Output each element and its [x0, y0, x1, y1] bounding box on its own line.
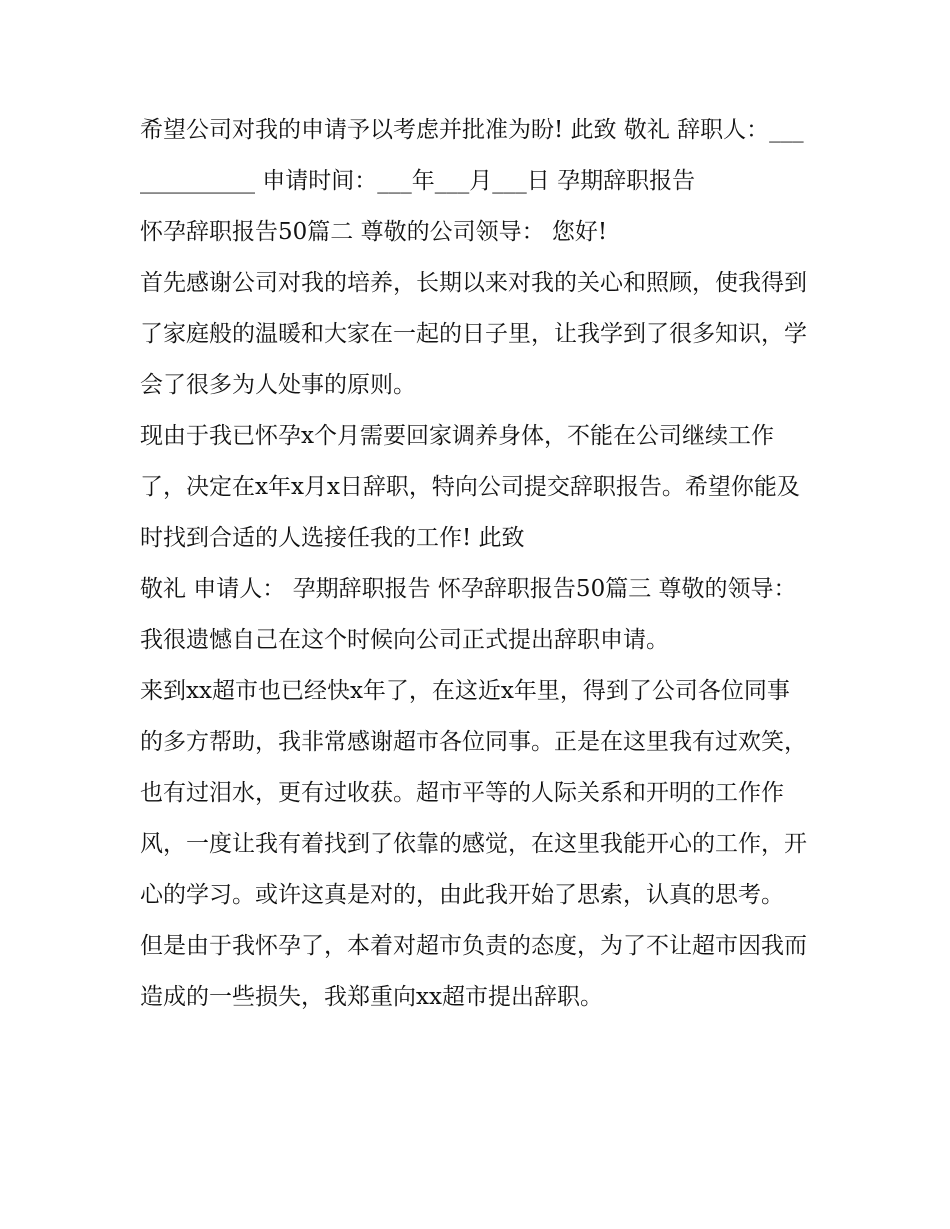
paragraph-closing-and-title: 希望公司对我的申请予以考虑并批准为盼! 此致 敬礼 辞职人：_____________ 申请时间：___年___月___日 孕期辞职报告 — [140, 117, 804, 194]
paragraph-thanks: 首先感谢公司对我的培养，长期以来对我的关心和照顾，使我得到了家庭般的温暖和大家在一起的日子里，让我学到了很多知识，学会了很多为人处事的原则。 — [140, 270, 807, 398]
paragraph-sign-off-and-third-letter: 敬礼 申请人： 孕期辞职报告 怀孕辞职报告50篇三 尊敬的领导： 我很遗憾自己在这个时候向公司正式提出辞职申请。 — [140, 576, 797, 653]
paragraph-salutation: 怀孕辞职报告50篇二 尊敬的公司领导： 您好! — [140, 219, 608, 245]
document-body — [140, 105, 812, 1023]
paragraph-reason: 现由于我已怀孕x个月需要回家调养身体，不能在公司继续工作了，决定在x年x月x日辞职，特向公司提交辞职报告。希望你能及时找到合适的人选接任我的工作! 此致 — [140, 423, 800, 551]
paragraph-experience: 来到xx超市也已经快x年了，在这近x年里，得到了公司各位同事的多方帮助，我非常感谢超市各位同事。正是在这里我有过欢笑，也有过泪水，更有过收获。超市平等的人际关系和开明的工作作风，一度让我有着找到了依靠的感觉，在这里我能开心的工作，开心的学习。或许这真是对的，由此我开始了思索，认真的思考。 — [140, 678, 807, 908]
paragraph-resignation: 但是由于我怀孕了，本着对超市负责的态度，为了不让超市因我而造成的一些损失，我郑重向xx超市提出辞职。 — [140, 933, 807, 1010]
